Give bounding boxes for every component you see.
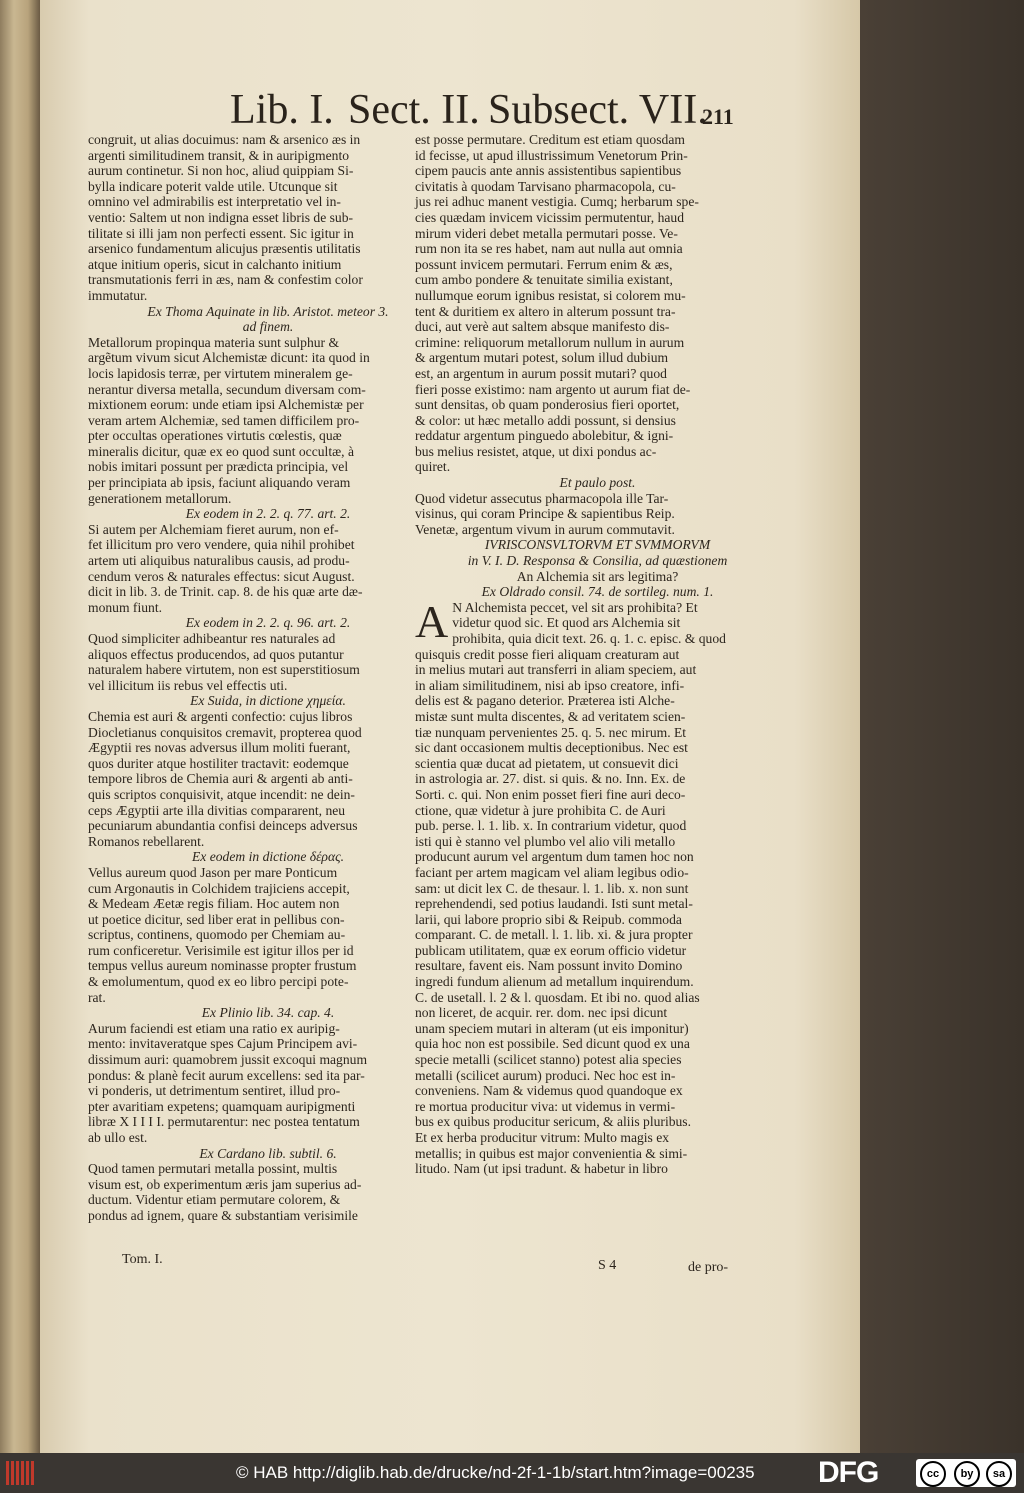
text-line: & emolumentum, quod ex eo libro percipi pote-: [88, 974, 349, 990]
text-line: quis scriptos conquisivit, atque incendit: ne dein-: [88, 786, 355, 802]
text-line: Aurum faciendi est etiam una ratio ex auripig-: [88, 1020, 340, 1036]
text-line: bylla indicare poterit valde utile. Utcunque sit: [88, 178, 338, 194]
text-line: tilitate si illi jam non perfecti essent. Sic igitur in: [88, 225, 354, 241]
text-line: rum non ita se res habet, nam aut nulla aut omnia: [415, 241, 683, 257]
text-line: reprehendendi, sed potius laudandi. Isti sunt metal-: [415, 896, 693, 912]
text-line: ceps Ægyptii arte illa divitias compararent, neu: [88, 802, 346, 818]
text-line: specie metalli (scilicet stanno) potest alia species: [415, 1052, 682, 1068]
text-line: larii, qui labore proprio sibi & Reipub. commoda: [415, 911, 682, 927]
text-line: pter avaritiam expetens; quamquam auripigmenti: [88, 1098, 356, 1114]
text-line: pondus: & planè fecit aurum excellens: sed ita par-: [88, 1067, 365, 1083]
by-icon: by: [954, 1461, 980, 1487]
text-line: faciant per artem magicam vel aliam legibus odio-: [415, 864, 689, 880]
text-line: scientia quæ ducat ad pietatem, ut consuevit dici: [415, 755, 679, 771]
text-line: artem uti aliquibus naturalibus causis, ad produ-: [88, 553, 350, 569]
text-line: nobis imitari possunt per prædicta principia, vel: [88, 459, 349, 475]
text-line: publicam utilitatem, quæ ex eorum officio videtur: [415, 942, 687, 958]
text-line: quisquis credit posse fieri aliquam creaturam aut: [415, 646, 680, 662]
section-heading: Ex Suida, in dictione χημεία.: [190, 693, 346, 709]
text-line: rat.: [88, 989, 106, 1005]
cc-icon: cc: [920, 1461, 946, 1487]
text-line: possunt invicem permutari. Ferrum enim & æs,: [415, 256, 673, 272]
text-line: per principiata ab ipsis, faciunt aliquando veram: [88, 475, 351, 491]
text-line: argenti similitudinem transit, & in auripigmento: [88, 147, 350, 163]
header-sect: Sect. II.: [348, 87, 480, 133]
text-line: tempus vellus aureum nominasse propter frustum: [88, 958, 357, 974]
facing-page-edge: [0, 0, 40, 1453]
text-line: dicit in lib. 3. de Trinit. cap. 8. de his quæ arte dæ-: [88, 584, 363, 600]
text-line: est posse permutare. Creditum est etiam quosdam: [415, 132, 685, 147]
text-line: Quod videtur assecutus pharmacopola ille Tar-: [415, 490, 669, 506]
text-line: mistæ sunt multa discentes, & ad veritatem scien-: [415, 708, 686, 724]
drop-cap-letter: A: [415, 595, 449, 647]
text-line: arsenico fundamentum alicujus præsentis utilitatis: [88, 241, 361, 257]
text-line: rum conficeretur. Verisimile est igitur illos per id: [88, 942, 354, 958]
text-line: non liceret, de acquir. rer. dom. nec ipsi dicunt: [415, 1005, 668, 1021]
text-line: in melius mutari aut transferri in aliam speciem, aut: [415, 662, 697, 678]
text-line: aurum continetur. Si non hoc, aliud quippiam Si-: [88, 163, 354, 179]
text-line: immutatur.: [88, 287, 148, 303]
text-line: tempore libros de Chemia auri & argenti ab anti-: [88, 771, 353, 787]
text-line: N Alchemista peccet, vel sit ars prohibita? Et: [452, 599, 698, 615]
text-line: fet illicitum pro vero vendere, quia nihil prohibet: [88, 537, 355, 553]
page-number: 211: [702, 104, 734, 129]
text-line: bus melius resistet, atque, ut dixi pondus ac-: [415, 443, 657, 459]
text-line: ab ullo est.: [88, 1130, 148, 1145]
text-line: libræ X I I I I. permutarentur: nec postea tentatum: [88, 1114, 360, 1130]
text-line: nullumque eorum ignibus resistat, si colorem mu-: [415, 287, 686, 303]
text-line: re mortua producitur viva: ut videmus in vermi-: [415, 1098, 676, 1114]
text-line: quia hoc non est possibile. Sed dicunt quod ex una: [415, 1036, 690, 1052]
text-line: cum Argonautis in Colchidem trajiciens accepit,: [88, 880, 350, 896]
signature-mark: S 4: [598, 1258, 617, 1273]
text-line: quos duriter atque hostiliter tractavit: eodemque: [88, 755, 349, 771]
text-line: locis lapidosis terræ, per virtutem mineralem ge-: [88, 365, 353, 381]
text-line: tent & duritiem ex altero in alterum possunt tra-: [415, 303, 676, 319]
text-line: Quod tamen permutari metalla possint, multis: [88, 1161, 338, 1177]
text-line: sunt densitas, ob quam ponderosius fieri oportet,: [415, 397, 680, 413]
text-line: quiret.: [415, 459, 451, 475]
text-line: reddatur argentum pinguedo abolebitur, & igni-: [415, 428, 674, 444]
header-lib: Lib. I.: [230, 87, 334, 133]
text-line: id fecisse, ut apud illustrissimum Venetorum Prin-: [415, 147, 688, 163]
text-line: pter occultas operationes virtutis cœlestis, quæ: [88, 428, 342, 444]
text-line: cipem paucis ante annis assistentibus sapientibus: [415, 163, 682, 179]
section-heading: Ex Thoma Aquinate in lib. Aristot. meteor 3.: [147, 303, 389, 319]
text-line: resultare, favent eis. Nam possunt invito Domino: [415, 958, 683, 974]
text-line: generationem metallorum.: [88, 490, 232, 506]
text-line: cies quædam invicem vicissim permutentur, haud: [415, 209, 685, 225]
cc-license-badge[interactable]: [916, 1459, 1016, 1487]
volume-mark: Tom. I.: [122, 1252, 163, 1267]
text-line: delis est & pagano deterior. Præterea isti Alche-: [415, 693, 675, 709]
text-line: & argentum mutari potest, solum illud dubium: [415, 350, 669, 366]
section-heading: ad finem.: [242, 319, 294, 335]
copyright-link[interactable]: © HAB http://diglib.hab.de/drucke/nd-2f-1-1b/start.htm?image=00235: [236, 1463, 755, 1482]
text-line: An Alchemia sit ars legitima?: [516, 568, 679, 584]
text-line: producunt aurum vel argentum dum tamen hoc non: [415, 849, 694, 865]
dfg-logo: DFG: [818, 1456, 879, 1489]
section-heading: Et paulo post.: [559, 475, 636, 491]
text-line: metallis; in quibus est major convenientia & simi-: [415, 1145, 688, 1161]
text-line: Si autem per Alchemiam fieret aurum, non ef-: [88, 521, 339, 537]
text-line: omnino vel admirabilis est interpretatio vel in-: [88, 194, 341, 210]
text-line: sam: ut dicit lex C. de thesaur. l. 1. lib. x. non sunt: [415, 880, 689, 896]
text-line: sic dant occasionem multis deceptionibus. Nec est: [415, 740, 688, 756]
text-line: mento: invitaveratque spes Cajum Principem avi-: [88, 1036, 358, 1052]
text-line: mirum videri debet metalla permutari posse. Ve-: [415, 225, 678, 241]
text-line: visum est, ob experimentum æris jam superius ad-: [88, 1176, 362, 1192]
text-line: pecuniarum abundantia confisi deinceps adversus: [88, 818, 358, 834]
text-line: cum ambo pondere & tenuitate similia existant,: [415, 272, 673, 288]
section-heading: Ex eodem in 2. 2. q. 77. art. 2.: [185, 506, 351, 522]
left-column: [88, 132, 448, 1224]
text-line: argẽtum vivum sicut Alchemistæ dicunt: ita quod in: [88, 350, 370, 366]
text-line: videtur quod sic. Et quod ars Alchemia sit: [452, 615, 681, 631]
text-line: cendum veros & naturales effectus: sicut August.: [88, 568, 355, 584]
section-heading: Ex Oldrado consil. 74. de sortileg. num. 1.: [481, 584, 714, 600]
footer-bar: [0, 1453, 1024, 1493]
book-page: [40, 0, 860, 1453]
text-line: est, an argentum in aurum possit mutari? quod: [415, 365, 667, 381]
text-line: visinus, qui coram Principe & sapientibus Reip.: [415, 506, 675, 522]
text-line: & Medeam Æetæ regis filiam. Hoc autem non: [88, 896, 340, 912]
text-line: veram artem Alchemiæ, sed tamen difficilem pro-: [88, 412, 360, 428]
text-line: Sorti. c. qui. Non enim posset fieri fine auri deco-: [415, 786, 686, 802]
text-line: dissimum auri: quamobrem jussit excoqui magnum: [88, 1052, 368, 1068]
text-line: bus ex quibus producitur sericum, & aliis pluribus.: [415, 1114, 691, 1130]
text-line: Romanos rebellarent.: [88, 833, 205, 849]
text-line: Metallorum propinqua materia sunt sulphur &: [88, 334, 340, 350]
text-line: Ægyptii res novas adversus illum moliti fuerant,: [88, 740, 351, 756]
text-line: mixtionem eorum: unde etiam ipsi Alchemistæ per: [88, 397, 364, 413]
running-header: [40, 86, 860, 136]
text-line: in astrologia ar. 27. dist. si quis. & no. Inn. Ex. de: [415, 771, 686, 787]
section-heading: Ex Plinio lib. 34. cap. 4.: [201, 1005, 335, 1021]
text-line: Chemia est auri & argenti confectio: cujus libros: [88, 708, 353, 724]
header-subsect: Subsect. VII.: [488, 87, 708, 133]
section-heading: Ex Cardano lib. subtil. 6.: [199, 1145, 337, 1161]
text-line: congruit, ut alias docuimus: nam & arsenico æs in: [88, 132, 361, 147]
text-line: & color: ut hæc metallo addi possunt, si densius: [415, 412, 676, 428]
text-line: Vellus aureum quod Jason per mare Ponticum: [88, 864, 338, 880]
text-line: conveniens. Nam & videmus quod quandoque ex: [415, 1083, 683, 1099]
text-line: pondus ad ignem, quare & substantiam verisimile: [88, 1207, 358, 1223]
text-line: ctione, quæ videtur à jure prohibita C. de Auri: [415, 802, 666, 818]
text-line: Venetæ, argentum vivum in aurum commutavit.: [415, 521, 675, 537]
text-line: atque initium operis, sicut in calchanto initium: [88, 256, 342, 272]
text-line: aliquos effectus producendos, ad quos putantur: [88, 646, 344, 662]
text-line: monum fiunt.: [88, 599, 163, 615]
right-column: [415, 132, 780, 1177]
text-line: vel illicitum iis rebus vel effectis uti.: [88, 677, 288, 693]
text-line: ingredi fundum alienum ad metallum inquirendum.: [415, 974, 694, 990]
text-line: unam speciem mutari in alteram (ut eis imponitur): [415, 1020, 689, 1036]
text-line: in aliam similitudinem, nisi ab ipso creatore, infi-: [415, 677, 685, 693]
text-line: tiæ nunquam pervenientes 25. q. 5. nec mirum. Et: [415, 724, 687, 740]
sa-icon: sa: [986, 1461, 1012, 1487]
text-line: C. de usetall. l. 2 & l. quosdam. Et ibi no. quod alias: [415, 989, 700, 1005]
text-line: naturalem habere virtutem, non est superstitiosum: [88, 662, 360, 678]
text-line: metalli (scilicet aurum) produci. Nec hoc est in-: [415, 1067, 676, 1083]
text-line: scriptus, continens, quomodo per Chemiam au-: [88, 927, 346, 943]
text-line: ut poetice dicitur, sed liber erat in pellibus con-: [88, 911, 345, 927]
text-line: vi ponderis, ut detrimentum sentiret, illud pro-: [88, 1083, 341, 1099]
text-line: crimine: reliquorum metallorum nullum in aurum: [415, 334, 685, 350]
text-line: civitatis à quodam Tarvisano pharmacopola, cu-: [415, 178, 676, 194]
section-heading: IVRISCONSVLTORVM ET SVMMORVM: [484, 537, 711, 553]
text-line: Diocletianus conquisitos cremavit, propterea quod: [88, 724, 362, 740]
section-heading: in V. I. D. Responsa & Consilia, ad quæstionem: [467, 553, 728, 569]
text-line: Et ex herba producitur vitrum: Multo magis ex: [415, 1130, 670, 1145]
background-edge: [860, 0, 1024, 1453]
text-line: ventio: Saltem ut non indigna esset libris de sub-: [88, 209, 354, 225]
section-heading: Ex eodem in dictione δέρας.: [191, 849, 345, 865]
text-line: duci, aut verè aut saltem absque manifesto dis-: [415, 319, 670, 335]
text-line: nerantur diversa metalla, secundum diversam com-: [88, 381, 366, 397]
text-line: Quod simpliciter adhibeantur res naturales ad: [88, 631, 336, 646]
text-line: litudo. Nam (ut ipsi tradunt. & habetur in libro: [415, 1161, 668, 1177]
library-logo-icon: [6, 1461, 34, 1485]
text-line: pub. perse. l. 1. lib. x. In contrarium videtur, quod: [415, 818, 687, 834]
section-heading: Ex eodem in 2. 2. q. 96. art. 2.: [185, 615, 351, 631]
text-line: jus rei adhuc manent vestigia. Cumq; herbarum spe-: [415, 194, 699, 210]
text-line: isti qui è stanno vel plumbo vel alio vili metallo: [415, 833, 676, 849]
text-line: prohibita, quia dicit text. 26. q. 1. c. episc. & quod: [452, 631, 726, 646]
text-line: ductum. Videntur etiam permutare colorem, &: [88, 1192, 341, 1208]
text-line: fieri posse existimo: nam argento ut aurum fiat de-: [415, 381, 691, 397]
catchword: de pro-: [688, 1260, 729, 1275]
text-line: comparant. C. de metall. l. 1. lib. xi. & jura propter: [415, 927, 693, 943]
text-line: transmutationis ferri in æs, nam & confestim color: [88, 272, 363, 288]
text-line: mineralis dicitur, quæ ex eo quod sunt occultæ, à: [88, 443, 354, 459]
